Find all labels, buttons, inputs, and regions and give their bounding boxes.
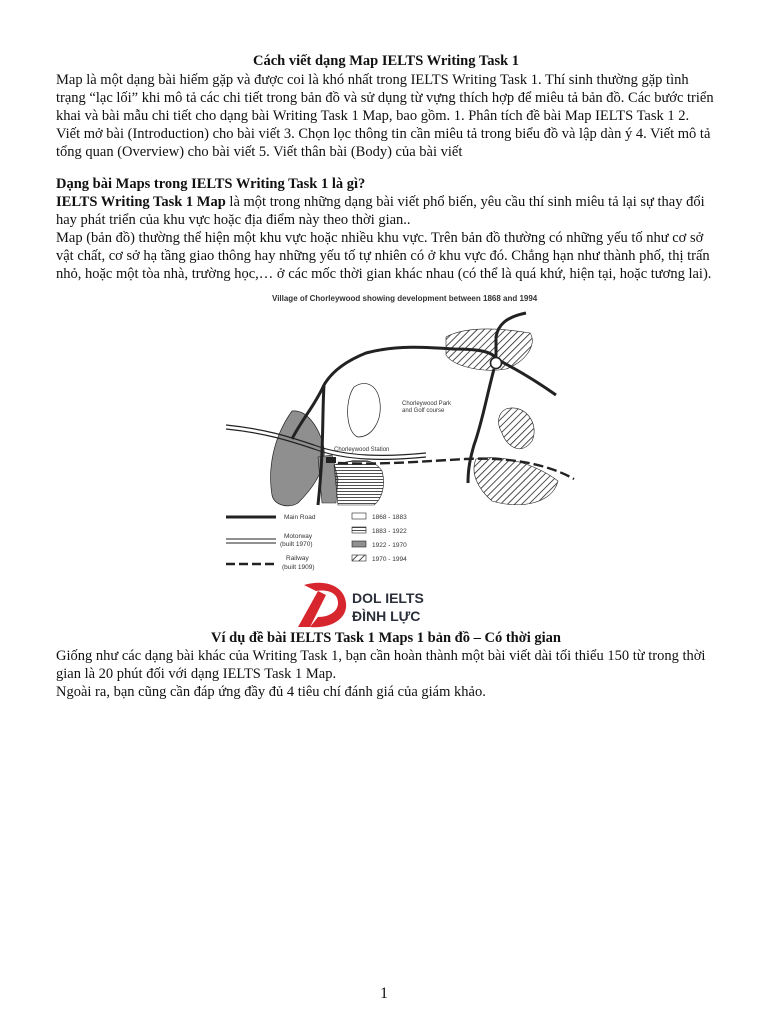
section-heading-what-is-map: Dạng bài Maps trong IELTS Writing Task 1 là gì? [56,176,366,192]
brand-line1: DOL IELTS [352,590,424,606]
area-1868-1883-north [348,384,381,437]
section1-paragraph1 [56,193,716,229]
page-number: 1 [380,985,388,1002]
legend-period3: 1922 - 1970 [372,542,407,549]
legend-period1: 1868 - 1883 [372,514,407,521]
section1-lead-rest: là một trong những dạng bài viết phổ biến, yêu cầu thí sinh miêu tả lại sự thay đổi hay phát triển của khu vực hoặc địa điểm này theo thời gian.. [56,194,705,228]
document-title: Cách viết dạng Map IELTS Writing Task 1 [252,53,520,69]
roundabout [491,358,502,369]
legend-railway-line2: (built 1909) [282,564,315,571]
map-svg [206,289,586,629]
motorway-line-a [226,425,426,455]
map-title: Village of Chorleywood showing development between 1868 and 1994 [272,294,538,303]
area-1970-1994-southeast [474,458,558,505]
park-label-line1: Chorleywood Park [402,401,452,407]
legend-period1-swatch [352,513,366,519]
area-1922-1970-west [271,411,325,506]
area-1883-1922 [334,460,384,505]
park-label-line2: and Golf course [402,408,445,414]
legend-period4-swatch [352,555,366,561]
document-content [56,52,716,701]
station-label: Chorleywood Station [334,447,390,453]
area-1970-1994-east [499,408,535,449]
map-figure [206,289,586,629]
section1-lead-bold: IELTS Writing Task 1 Map [56,194,226,210]
map-legend [226,513,407,571]
station-marker [326,457,336,463]
section2-paragraph1: Giống như các dạng bài khác của Writing Task 1, bạn cần hoàn thành một bài viết dài tối thiểu 150 từ trong thời gian là 20 phút đối với dạng IELTS Task 1 Map. [56,648,706,682]
section2-paragraph2: Ngoài ra, bạn cũng cần đáp ứng đầy đủ 4 tiêu chí đánh giá của giám khảo. [56,684,486,700]
intro-paragraph: Map là một dạng bài hiếm gặp và được coi là khó nhất trong IELTS Writing Task 1. Thí sinh thường gặp tình trạng “lạc lối” khi mô tả các chi tiết trong bản đồ và sử dụng từ vựng thích hợp để miêu tả bản đồ. Các bước triển khai và bài mẫu chi tiết cho dạng bài Writing Task 1 Map, bao gồm. 1. Phân tích đề bài Map IELTS Task 1 2. Viết mở bài (Introduction) cho bài viết 3. Chọn lọc thông tin cần miêu tả trong biểu đồ và lập dàn ý 4. Viết mô tả tổng quan (Overview) cho bài viết 5. Viết thân bài (Body) của bài viết [56,72,714,160]
main-road-east [500,361,556,395]
brand-line2: ĐÌNH LỰC [352,608,421,624]
legend-main-road: Main Road [284,514,316,521]
legend-motorway-line1: Motorway [284,533,313,540]
legend-railway-line1: Railway [286,555,309,562]
dol-logo [298,583,424,628]
legend-period2-swatch [352,527,366,533]
legend-period4: 1970 - 1994 [372,556,407,563]
legend-motorway-line2: (built 1970) [280,541,313,548]
section-heading-example: Ví dụ đề bài IELTS Task 1 Maps 1 bản đồ – Có thời gian [211,630,561,646]
legend-period2: 1883 - 1922 [372,528,407,535]
section1-paragraph2: Map (bản đồ) thường thể hiện một khu vực hoặc nhiều khu vực. Trên bản đồ thường có những yếu tố như cơ sở vật chất, cơ sở hạ tầng giao thông hay những yếu tố tự nhiên có ở khu vực đó. Chẳng hạn như thành phố, thị trấn nhỏ, hoặc một tòa nhà, trường học,… ở các mốc thời gian khác nhau (có thể là quá khứ, hiện tại, hoặc tương lai). [56,230,712,282]
legend-period3-swatch [352,541,366,547]
spacer [56,161,716,175]
